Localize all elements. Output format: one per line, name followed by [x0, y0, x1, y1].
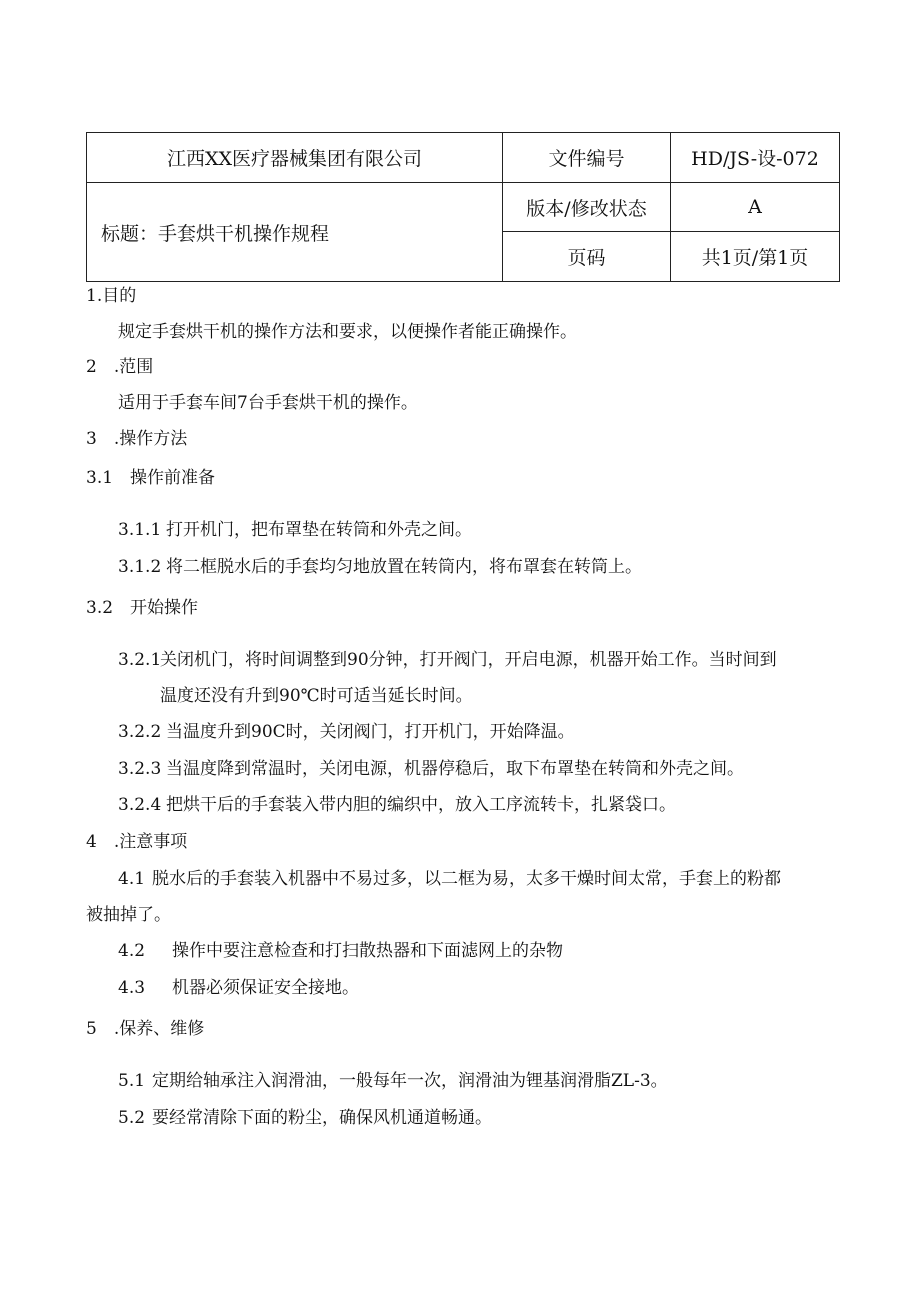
- item-number: 5.1: [118, 1071, 146, 1091]
- section-1-heading: 1.目的: [86, 286, 137, 306]
- item-number: 3.2.1: [118, 650, 162, 670]
- item-text: 当温度升到90C时，关闭阀门，打开机门，开始降温。: [166, 722, 575, 742]
- item-text: 将二框脱水后的手套均匀地放置在转筒内，将布罩套在转筒上。: [166, 557, 642, 577]
- section-2-heading: 2 .范围: [86, 357, 154, 377]
- doc-no-label: 文件编号: [503, 133, 671, 183]
- list-item: [118, 794, 676, 816]
- item-number: 5.2: [118, 1108, 146, 1128]
- item-continuation: 被抽掉了。: [86, 905, 171, 925]
- section-3-heading: 3 .操作方法: [86, 429, 188, 449]
- item-number: 3.1.2: [118, 557, 162, 577]
- list-item: [118, 721, 575, 743]
- item-continuation: 温度还没有升到90℃时可适当延长时间。: [160, 686, 473, 706]
- item-number: 4.2: [118, 941, 146, 961]
- company-name: 江西XX医疗器械集团有限公司: [87, 133, 503, 183]
- version-label: 版本/修改状态: [503, 183, 671, 232]
- item-text: 机器必须保证安全接地。: [172, 978, 359, 998]
- item-text: 打开机门，把布罩垫在转筒和外壳之间。: [166, 520, 472, 540]
- version-value: A: [671, 183, 840, 232]
- item-text: 操作中要注意检查和打扫散热器和下面滤网上的杂物: [172, 941, 563, 961]
- item-text: 当温度降到常温时，关闭电源，机器停稳后，取下布罩垫在转筒和外壳之间。: [166, 759, 744, 779]
- item-text: 定期给轴承注入润滑油，一般每年一次，润滑油为锂基润滑脂ZL-3。: [152, 1071, 668, 1091]
- item-number: 3.2.4: [118, 795, 162, 815]
- list-item: [118, 556, 642, 578]
- section-2-body: 适用于手套车间7台手套烘干机的操作。: [118, 393, 418, 413]
- document-header-table: [86, 132, 840, 282]
- item-number: 3.2.2: [118, 722, 162, 742]
- section-1-body: 规定手套烘干机的操作方法和要求，以便操作者能正确操作。: [118, 322, 577, 342]
- list-item: [118, 519, 472, 541]
- page-label: 页码: [503, 232, 671, 282]
- section-5-heading: 5 .保养、维修: [86, 1019, 205, 1039]
- item-text: 关闭机门，将时间调整到90分钟，打开阀门，开启电源，机器开始工作。当时间到: [160, 650, 777, 670]
- list-item: [118, 940, 563, 962]
- list-item: [118, 977, 359, 999]
- list-item: [118, 1070, 668, 1092]
- item-number: 3.2.3: [118, 759, 162, 779]
- item-text: 要经常清除下面的粉尘，确保风机通道畅通。: [152, 1108, 492, 1128]
- item-number: 4.1: [118, 869, 146, 889]
- doc-no-value: HD/JS-设-072: [671, 133, 840, 183]
- section-3-2-heading: 3.2 开始操作: [86, 598, 199, 618]
- list-item: [118, 758, 744, 780]
- document-title: 标题：手套烘干机操作规程: [87, 183, 503, 282]
- item-text: 脱水后的手套装入机器中不易过多，以二框为易，太多干燥时间太常，手套上的粉都: [152, 869, 781, 889]
- section-3-1-heading: 3.1 操作前准备: [86, 468, 216, 488]
- page-value: 共1页/第1页: [671, 232, 840, 282]
- item-number: 4.3: [118, 978, 146, 998]
- section-4-heading: 4 .注意事项: [86, 832, 188, 852]
- item-number: 3.1.1: [118, 520, 162, 540]
- list-item: [118, 649, 777, 671]
- list-item: [118, 868, 781, 890]
- item-text: 把烘干后的手套装入带内胆的编织中，放入工序流转卡，扎紧袋口。: [166, 795, 676, 815]
- list-item: [118, 1107, 492, 1129]
